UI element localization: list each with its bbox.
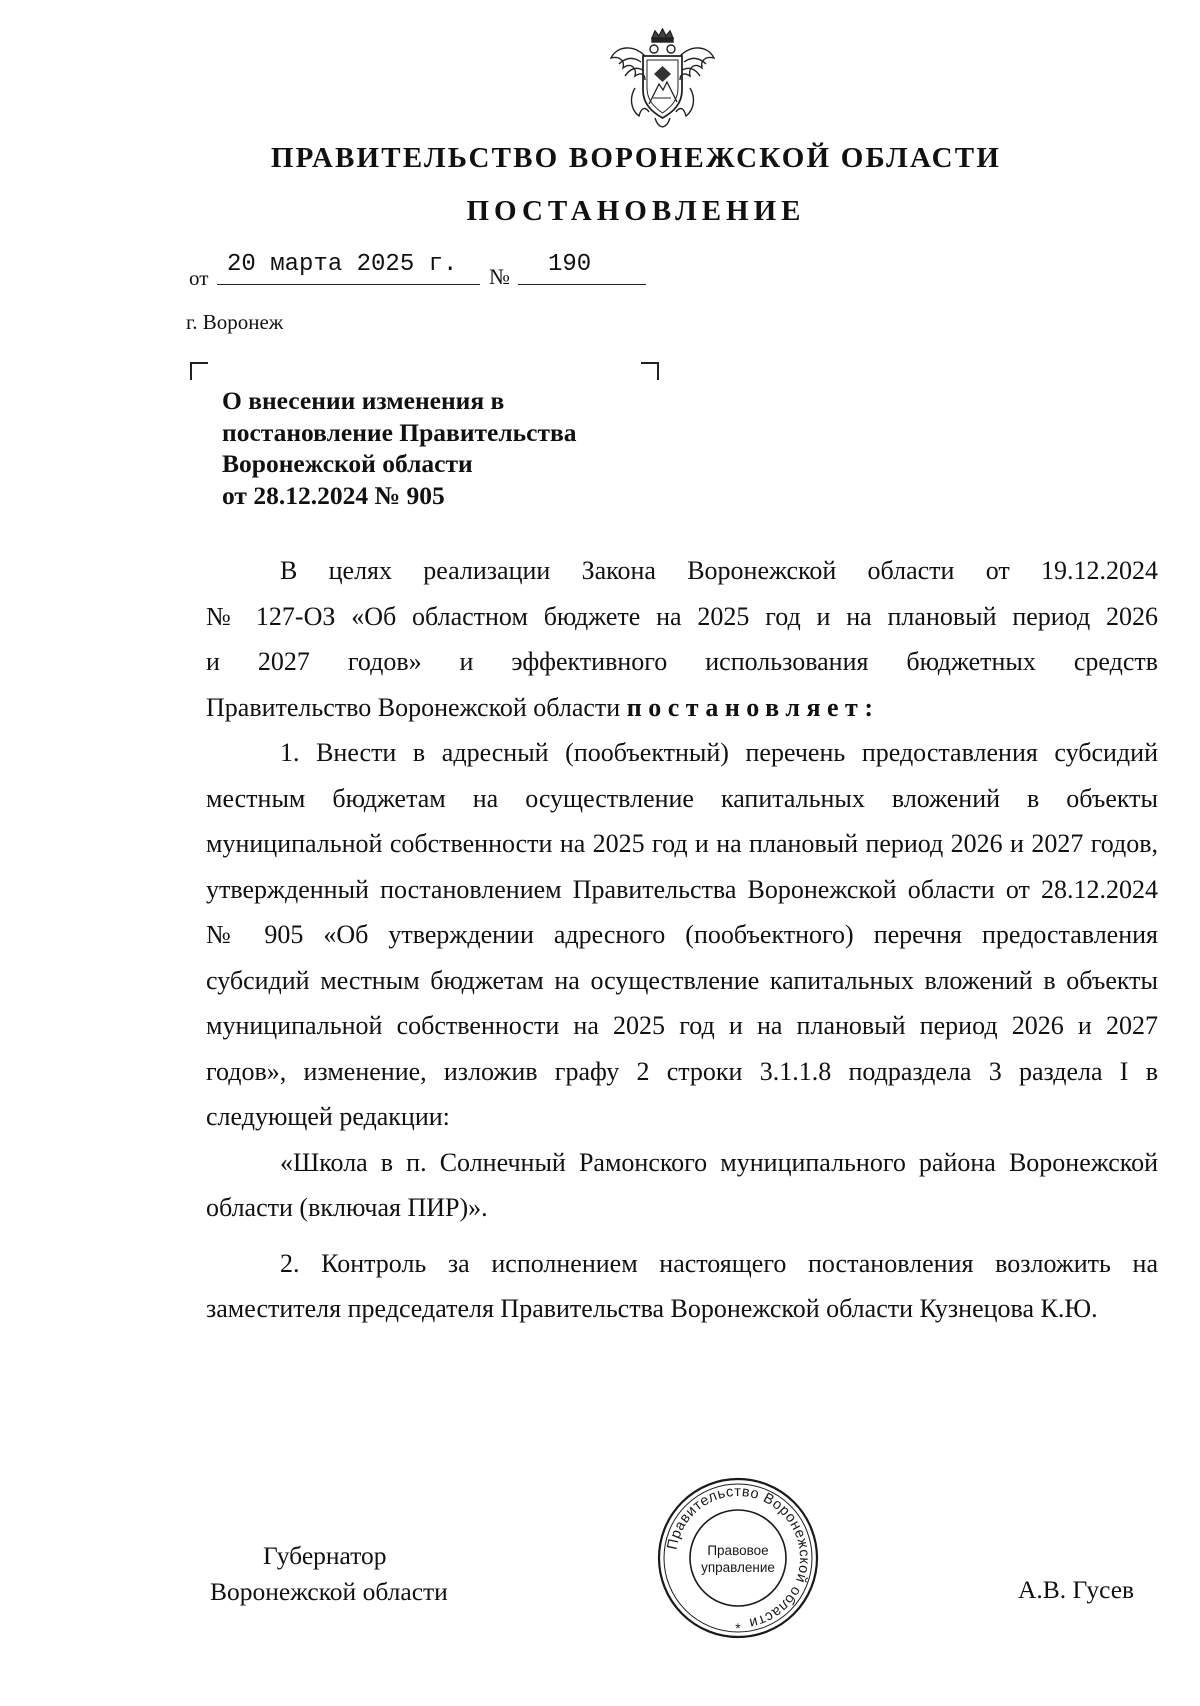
number-value: 190 [548,251,592,278]
item-1: 1. Внести в адресный (пообъектный) перечень предоставления субсидий местным бюджетам на осуществление капитальных вложений в объекты муниципальной собственности на 2025 год и на плановый период 2026 и 2027 годов, утвержденный постановлением Правительства Воронежской области от 28.12.2024 № 905 «Об утверждении адресного (пообъектного) перечня предоставления субсидий местным бюджетам на осуществление капитальных вложений в объекты муниципальной собственности на 2025 год и на плановый период 2026 и 2027 годов», изменение, изложив графу 2 строки 3.1.1.8 подраздела 3 раздела I в следующей редакции: [206,738,1158,1131]
preamble-line: и 2027 годов» и эффективного использования бюджетных средств [206,647,1158,676]
date-value: 20 марта 2025 г. [227,251,458,278]
preamble-last-line [206,685,1158,731]
subject-corner-right [641,362,659,380]
decree-colon: : [864,692,873,722]
number-prefix: № [489,264,510,289]
stamp-center-line-1: Правовое [707,1543,769,1558]
signatory-name: А.В. Гусев [1018,1575,1135,1604]
document-body [206,548,1158,1332]
preamble-line: В целях реализации Закона Воронежской области от 19.12.2024 [280,556,1158,585]
organization-title: ПРАВИТЕЛЬСТВО ВОРОНЕЖСКОЙ ОБЛАСТИ [270,142,1002,174]
coat-of-arms-icon [605,28,720,128]
subject-line: О внесении изменения в [222,386,505,415]
document-subject [222,385,682,511]
decree-word: постановляет [626,692,865,722]
subject-corner-left [190,362,208,380]
preamble-last: Правительство Воронежской области [206,692,621,722]
signatory-title-1: Губернатор [263,1541,387,1570]
subject-line: Воронежской области [222,449,473,478]
quoted-text: «Школа в п. Солнечный Рамонского муниципального района Воронежской области (включая ПИР)». [206,1147,1158,1222]
stamp-center-line-2: управление [701,1560,775,1575]
preamble-line: № 127-ОЗ «Об областном бюджете на 2025 год и на плановый период 2026 [206,601,1158,631]
document-type: ПОСТАНОВЛЕНИЕ [466,195,806,227]
subject-line: постановление Правительства [222,417,577,447]
item-2: 2. Контроль за исполнением настоящего постановления возложить на заместителя председателя Правительства Воронежской области Кузнецова К.Ю. [206,1248,1158,1323]
stamp-ring-text: Правительство Воронежской области [664,1483,813,1631]
stamp-star: * [735,1620,741,1636]
city-label: г. Воронеж [186,310,284,334]
approval-stamp [655,1475,821,1641]
subject-line: от 28.12.2024 № 905 [222,480,445,510]
signatory-title-2: Воронежской области [210,1577,448,1606]
date-prefix: от [189,266,209,290]
number-underline [518,284,646,285]
date-underline [217,284,480,285]
